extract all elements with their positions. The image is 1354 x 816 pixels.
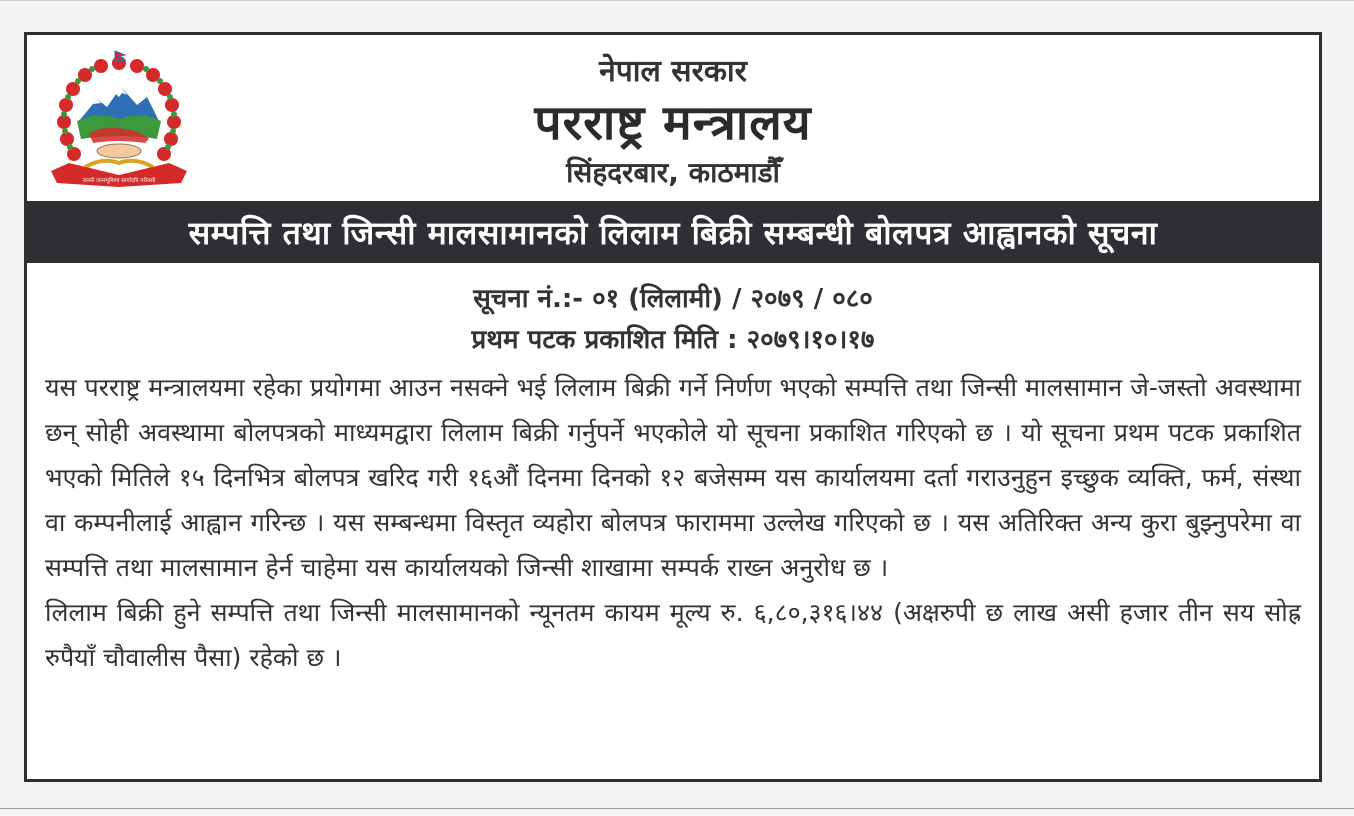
notice-paragraph: यस परराष्ट्र मन्त्रालयमा रहेका प्रयोगमा आउन नसक्ने भई लिलाम बिक्री गर्ने निर्णण भएको सम्पत्ति तथा जिन्सी मालसामान जे-जस्तो अवस्थामा छन् सोही अवस्थामा बोलपत्रको माध्यमद्वारा लिलाम बिक्री गर्नुपर्ने भएकोले यो सूचना प्रकाशित गरिएको छ । यो सूचना प्रथम पटक प्रकाशित भएको मितिले १५ दिनभित्र बोलपत्र खरिद गरी १६औं दिनमा दिनको १२ बजेसम्म यस कार्यालयमा दर्ता गराउनुहुन इच्छुक व्यक्ति, फर्म, संस्था वा कम्पनीलाई आह्वान गरिन्छ । यस सम्बन्धमा विस्तृत व्यहोरा बोलपत्र फाराममा उल्लेख गरिएको छ । यस अतिरिक्त अन्य कुरा बुझ्नुपरेमा वा सम्पत्ति तथा मालसामान हेर्न चाहेमा यस कार्यालयको जिन्सी शाखामा सम्पर्क राख्न अनुरोध छ । — [45, 373, 1301, 582]
emblem-motto: जननी जन्मभूमिश्च स्वर्गादपि गरीयसी — [82, 178, 156, 184]
page-bottom-rule — [0, 808, 1354, 809]
ministry-address: सिंहदरबार, काठमाडौँ — [566, 156, 780, 189]
notice-frame — [24, 32, 1322, 782]
ministry-name: परराष्ट्र मन्त्रालय — [534, 95, 812, 151]
publication-date: प्रथम पटक प्रकाशित मिति : २०७९।१०।१७ — [471, 325, 875, 355]
notice-body — [45, 365, 1301, 680]
government-name: नेपाल सरकार — [599, 54, 747, 89]
page-top-rule — [0, 0, 1354, 1]
notice-paragraph: लिलाम बिक्री हुने सम्पत्ति तथा जिन्सी मालसामानको न्यूनतम कायम मूल्य रु. ६,८०,३१६।४४ (अक्षरुपी छ लाख असी हजार तीन सय सोह्र रुपैयाँ चौवालीस पैसा) रहेको छ । — [45, 598, 1301, 672]
notice-title: सम्पत्ति तथा जिन्सी मालसामानको लिलाम बिक्री सम्बन्धी बोलपत्र आह्वानको सूचना — [27, 201, 1319, 263]
notice-number: सूचना नं.:- ०१ (लिलामी) / २०७९ / ०८० — [473, 284, 873, 314]
